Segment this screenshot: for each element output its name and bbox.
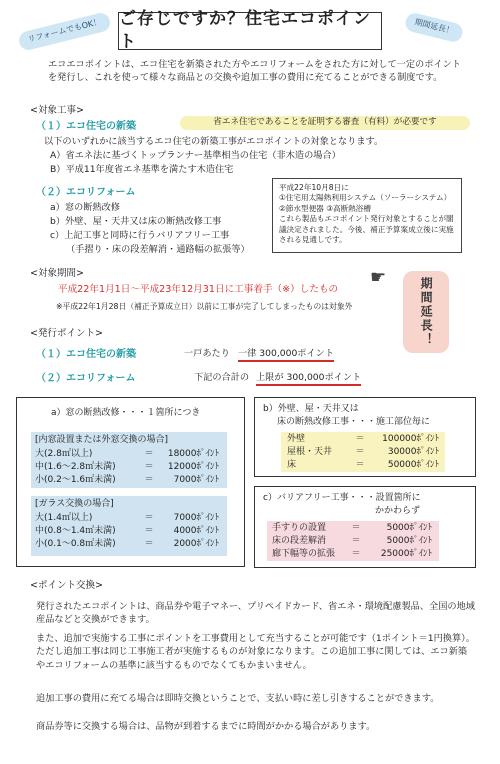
points-row	[272, 522, 434, 535]
points-row	[35, 474, 223, 487]
reform-ok-bubble: リフォームでもOK！	[17, 11, 112, 52]
points-eq: ＝	[144, 475, 154, 486]
eco-reform-heading: （２）エコリフォーム	[36, 187, 136, 198]
points-pts: 30000ﾎﾟｲﾝﾄ	[387, 447, 439, 458]
wall-box-title-1: b）外壁、屋・天井又は	[263, 404, 359, 414]
issue-home-value: 一律 300,000ポイント	[238, 348, 334, 362]
cabinet-decision-note	[272, 178, 462, 253]
points-eq: ＝	[144, 526, 154, 537]
points-part: 床	[287, 460, 297, 471]
points-size: 大(2.8㎡以上)	[35, 449, 93, 460]
points-row	[272, 535, 434, 548]
points-pts: 25000ﾎﾟｲﾝﾄ	[380, 549, 432, 560]
issue-home-prefix: 一戸あたり	[184, 348, 230, 359]
points-pts: 5000ﾎﾟｲﾝﾄ	[386, 536, 432, 547]
points-row	[287, 459, 439, 472]
wall-insulation-box	[254, 397, 476, 477]
window-insulation-box	[16, 397, 245, 567]
certification-note-band: 省エネ住宅であることを証明する審査（有料）が必要です	[180, 116, 470, 130]
issued-points-heading: <発行ポイント>	[30, 328, 103, 339]
eco-reform-b: b）外壁、屋・天井又は床の断熱改修工事	[50, 216, 222, 227]
points-eq: ＝	[144, 513, 154, 524]
note-line-1: 平成22年10月8日に	[279, 183, 349, 192]
eco-home-description: 以下のいずれかに該当するエコ住宅の新築工事がエコポイントの対象となります。	[44, 136, 384, 147]
period-extended-tag: 期間延長！	[403, 271, 449, 353]
exchange-heading: <ポイント交換>	[30, 580, 103, 591]
points-row	[272, 548, 434, 561]
points-eq: ＝	[144, 462, 154, 473]
points-pts: 7000ﾎﾟｲﾝﾄ	[173, 475, 219, 486]
inner-outer-window-group	[31, 432, 227, 488]
page-title: ご存じですか？住宅エコポイント	[118, 12, 382, 50]
points-eq: ＝	[144, 539, 154, 550]
points-eq: ＝	[351, 549, 361, 560]
points-pts: 2000ﾎﾟｲﾝﾄ	[173, 539, 219, 550]
points-eq: ＝	[355, 447, 365, 458]
barrier-free-box	[254, 486, 476, 568]
points-pts: 50000ﾎﾟｲﾝﾄ	[387, 460, 439, 471]
points-size: 大(1.4㎡以上)	[35, 513, 93, 524]
points-pts: 12000ﾎﾟｲﾝﾄ	[167, 462, 219, 473]
points-row	[35, 538, 223, 551]
barrier-box-title-2: かかわらず	[375, 506, 421, 516]
pointing-hand-icon: ☛	[370, 267, 387, 288]
period-extended-bubble: 期間延長！	[404, 11, 465, 43]
points-eq: ＝	[144, 449, 154, 460]
eco-home-heading: （１）エコ住宅の新築	[36, 121, 136, 132]
wall-points-table	[281, 432, 445, 472]
points-size: 中(1.6～2.8㎡未満)	[35, 462, 116, 473]
points-part: 廊下幅等の拡張	[272, 549, 336, 560]
period-note: ※平成22年1月28日（補正予算成立日）以前に工事が完了してしまったものは対象外	[56, 302, 353, 311]
points-size: 小(0.2～1.6㎡未満)	[35, 475, 116, 486]
target-works-heading: <対象工事>	[30, 105, 84, 116]
eco-reform-c: c）上記工事と同時に行うバリアフリー工事	[50, 230, 230, 241]
points-pts: 7000ﾎﾟｲﾝﾄ	[173, 513, 219, 524]
exchange-paragraph-4: 商品券等に交換する場合は、品物が到着するまでに時間がかかる場合があります。	[36, 721, 376, 732]
issue-home-label: （１）エコ住宅の新築	[36, 349, 136, 360]
points-part: 手すりの設置	[272, 523, 327, 534]
points-pts: 4000ﾎﾟｲﾝﾄ	[173, 526, 219, 537]
wall-box-title-2: 床の断熱改修工事・・・施工部位毎に	[277, 417, 431, 427]
points-part: 屋根・天井	[287, 447, 333, 458]
points-pts: 5000ﾎﾟｲﾝﾄ	[386, 523, 432, 534]
barrier-box-title-1: c）バリアフリー工事・・・設置箇所に	[263, 493, 421, 503]
exchange-paragraph-1: 発行されたエコポイントは、商品券や電子マネー、プリペイドカード、省エネ・環境配慮製品、全国の地域産品などと交換ができます。	[36, 601, 475, 626]
points-part: 外壁	[287, 434, 306, 445]
window-box-title: a）窓の断熱改修・・・１箇所につき	[51, 408, 201, 418]
note-line-3: これら製品もエコポイント発行対象とすることが閣議決定されました。今後、補正予算案成立後に実施される見通しです。	[279, 214, 454, 245]
points-size: 小(0.1～0.8㎡未満)	[35, 539, 116, 550]
eco-reform-c-detail: （手摺り・床の段差解消・通路幅の拡張等）	[66, 244, 250, 255]
intro-text: エコエコポイントは、エコ住宅を新築された方やエコリフォームをされた方に対して一定のポイントを発行し、これを使って様々な商品との交換や追加工事の費用に充てることができる制度です。	[48, 59, 461, 84]
points-row	[35, 525, 223, 538]
eco-reform-a: a）窓の断熱改修	[50, 202, 120, 213]
points-row	[287, 433, 439, 446]
points-eq: ＝	[355, 460, 365, 471]
points-eq: ＝	[351, 536, 361, 547]
barrier-points-table	[267, 521, 439, 561]
issue-reform-label: （２）エコリフォーム	[36, 373, 136, 384]
points-row	[35, 512, 223, 525]
note-line-2: ①住宅用太陽熱利用システム（ソーラーシステム）②節水型便器 ③高断熱浴槽	[279, 193, 452, 213]
exchange-paragraph-3: 追加工事の費用に充てる場合は即時交換ということで、支払い時に差し引きすることができます。	[36, 693, 440, 704]
points-row	[35, 461, 223, 474]
issue-reform-value: 上限が 300,000ポイント	[256, 372, 361, 386]
period-heading: <対象期間>	[30, 268, 84, 279]
points-pts: 100000ﾎﾟｲﾝﾄ	[382, 434, 439, 445]
points-size: 中(0.8～1.4㎡未満)	[35, 526, 116, 537]
points-eq: ＝	[355, 434, 365, 445]
exchange-paragraph-2: また、追加で実施する工事にポイントを工事費用として充当することが可能です（1ポイント＝1円換算）。ただし追加工事は同じ工事施工者が実施するものが対象になります。この追加工事に関しては、エコ新築やエコリフォームの基準に該当するものでなくてもかまいません。	[36, 633, 475, 671]
glass-exchange-group	[31, 496, 227, 556]
issue-reform-prefix: 下記の合計の	[194, 372, 250, 383]
points-pts: 18000ﾎﾟｲﾝﾄ	[167, 449, 219, 460]
glass-exchange-heading: [ガラス交換の場合]	[35, 499, 114, 509]
period-main: 平成22年1月1日～平成23年12月31日に工事着手（※）したもの	[58, 284, 339, 295]
points-part: 床の段差解消	[272, 536, 327, 547]
points-row	[287, 446, 439, 459]
eco-home-b: B）平成11年度省エネ基準を満たす木造住宅	[50, 164, 234, 175]
points-row	[35, 448, 223, 461]
points-eq: ＝	[351, 523, 361, 534]
eco-home-a: A）省エネ法に基づくトップランナー基準相当の住宅（非木造の場合）	[50, 150, 341, 161]
inner-outer-window-heading: [内窓設置または外窓交換の場合]	[35, 435, 169, 445]
